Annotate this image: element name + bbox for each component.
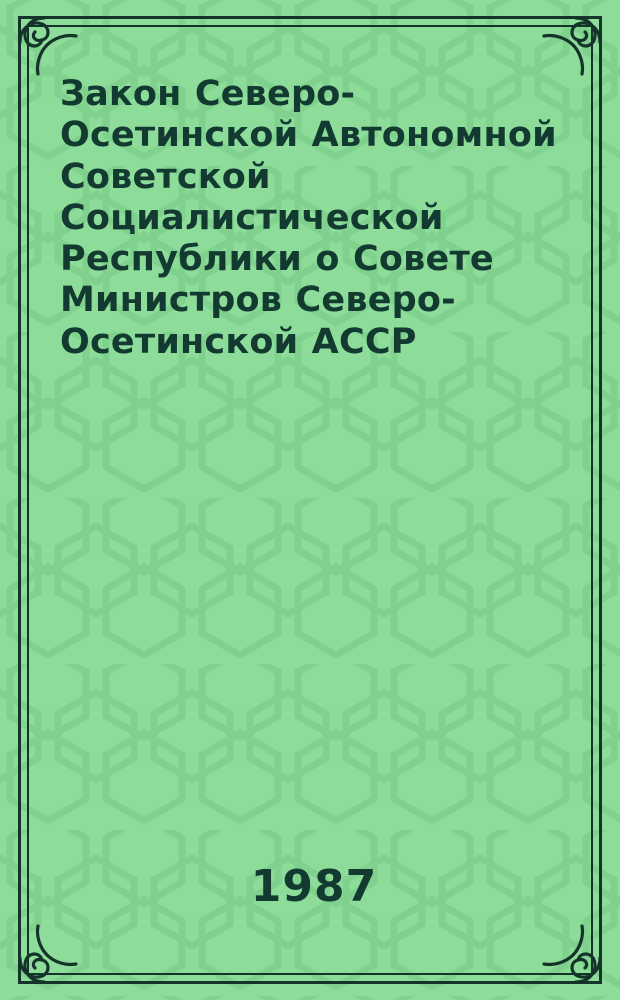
page-title: Закон Северо-Осетинской Автономной Советской Социалистической Республики о Совете Министров Северо-Осетинской АССР	[60, 74, 557, 362]
publication-year: 1987	[250, 861, 378, 912]
cover-year-block	[0, 861, 620, 912]
cover-title-block	[60, 74, 572, 363]
